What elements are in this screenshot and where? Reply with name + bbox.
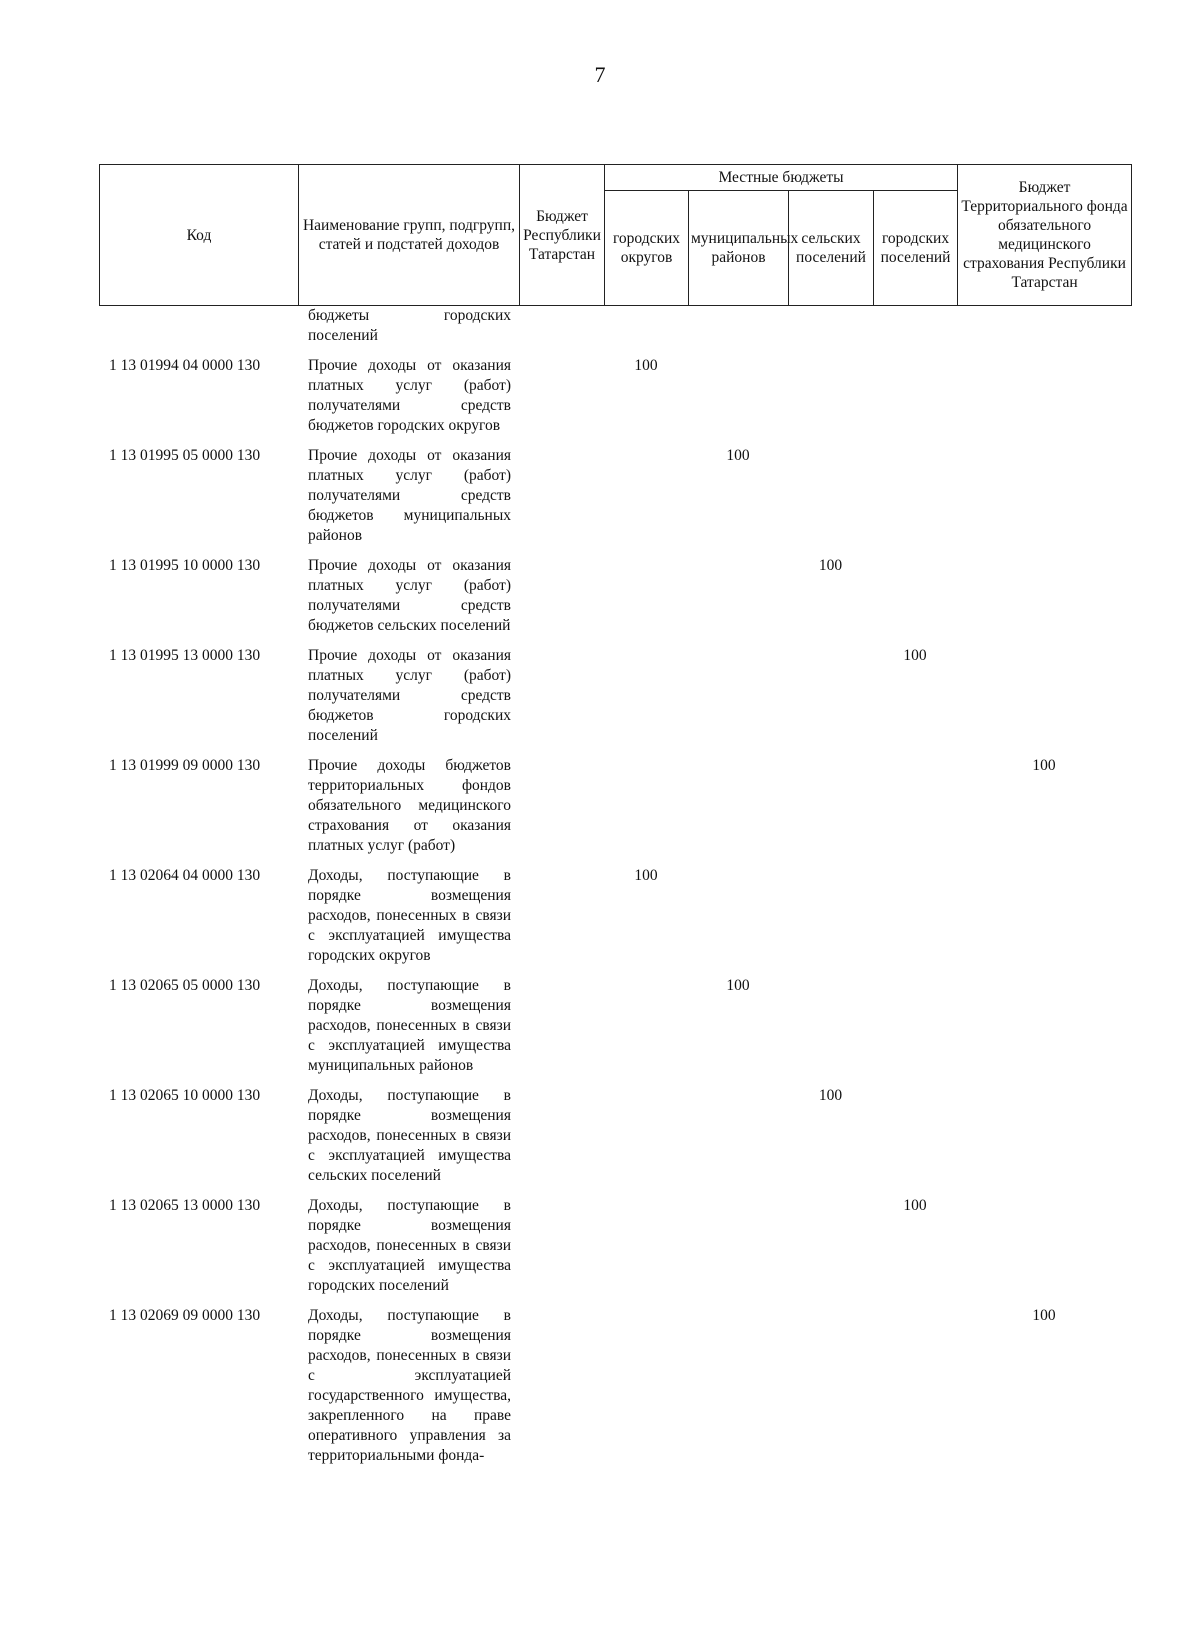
- cell-code: 1 13 02064 04 0000 130: [109, 867, 261, 884]
- cell-code: 1 13 01995 05 0000 130: [109, 447, 261, 464]
- cell-urban-settlements: 100: [903, 1197, 927, 1214]
- cell-rt-budget: [519, 976, 604, 1086]
- cell-city-districts: [604, 446, 688, 556]
- cell-urban-settlements: [873, 866, 957, 976]
- cell-municipal-districts: 100: [726, 977, 750, 994]
- cell-urban-settlements: [873, 756, 957, 866]
- cell-rt-budget: [519, 1086, 604, 1196]
- cell-city-districts: 100: [634, 357, 658, 374]
- cell-tfoms: [957, 446, 1131, 556]
- cell-city-districts: [604, 1086, 688, 1196]
- table-row: [99, 1196, 1131, 1306]
- continuation-text: бюджеты городских поселений: [308, 307, 511, 344]
- table-row: [99, 556, 1131, 646]
- cell-rt-budget: [519, 1196, 604, 1306]
- cell-name: Доходы, поступающие в порядке возмещения расходов, понесенных в связи с эксплуатацией государственного имущества, закрепленного на праве оперативного управления за территориальными фонда-: [308, 1307, 511, 1464]
- table-row: [99, 756, 1131, 866]
- header-urban-settlements: городских поселений: [874, 191, 958, 306]
- cell-municipal-districts: [688, 1306, 788, 1476]
- cell-municipal-districts: [688, 356, 788, 446]
- cell-rural-settlements: [788, 756, 873, 866]
- cell-rural-settlements: [788, 446, 873, 556]
- cell-code: 1 13 02065 05 0000 130: [109, 977, 261, 994]
- cell-code: 1 13 02069 09 0000 130: [109, 1307, 261, 1324]
- cell-rural-settlements: 100: [818, 557, 843, 574]
- cell-name: Доходы, поступающие в порядке возмещения расходов, понесенных в связи с эксплуатацией имущества сельских поселений: [308, 1087, 511, 1184]
- cell-tfoms: [957, 976, 1131, 1086]
- cell-urban-settlements: [873, 1306, 957, 1476]
- cell-tfoms: [957, 1086, 1131, 1196]
- table-row: [99, 1306, 1131, 1476]
- cell-rt-budget: [519, 756, 604, 866]
- cell-name: Доходы, поступающие в порядке возмещения расходов, понесенных в связи с эксплуатацией имущества городских округов: [308, 867, 511, 964]
- table-body: [99, 306, 1131, 1476]
- cell-urban-settlements: [873, 556, 957, 646]
- cell-urban-settlements: 100: [903, 647, 927, 664]
- header-rural-settlements: сельских поселений: [789, 191, 874, 306]
- cell-urban-settlements: [873, 1086, 957, 1196]
- table-row: [99, 446, 1131, 556]
- cell-rt-budget: [519, 446, 604, 556]
- cell-tfoms: [957, 1196, 1131, 1306]
- cell-urban-settlements: [873, 356, 957, 446]
- cell-name: Прочие доходы от оказания платных услуг (работ) получателями средств бюджетов муниципальных районов: [308, 447, 511, 544]
- page-number: 7: [594, 62, 606, 87]
- cell-urban-settlements: [873, 446, 957, 556]
- cell-municipal-districts: [688, 1196, 788, 1306]
- cell-code: 1 13 01995 13 0000 130: [109, 647, 261, 664]
- cell-rural-settlements: [788, 1306, 873, 1476]
- continuation-row: [99, 306, 1131, 356]
- table-row: [99, 356, 1131, 446]
- cell-name: Доходы, поступающие в порядке возмещения расходов, понесенных в связи с эксплуатацией имущества городских поселений: [308, 1197, 511, 1294]
- cell-municipal-districts: [688, 756, 788, 866]
- cell-city-districts: 100: [634, 867, 658, 884]
- cell-code: 1 13 01994 04 0000 130: [109, 357, 261, 374]
- table-row: [99, 1086, 1131, 1196]
- cell-name: Прочие доходы от оказания платных услуг (работ) получателями средств бюджетов городских поселений: [308, 647, 511, 744]
- header-rt-budget: Бюджет Республики Татарстан: [520, 165, 605, 306]
- header-municipal-districts: муниципальных районов: [689, 191, 789, 306]
- cell-city-districts: [604, 1306, 688, 1476]
- cell-code: 1 13 01999 09 0000 130: [109, 757, 261, 774]
- cell-municipal-districts: [688, 556, 788, 646]
- header-tfoms: Бюджет Территориального фонда обязательного медицинского страхования Республики Татарстан: [958, 165, 1132, 306]
- cell-name: Прочие доходы от оказания платных услуг (работ) получателями средств бюджетов городских округов: [308, 357, 511, 434]
- cell-rural-settlements: [788, 356, 873, 446]
- table-header: [99, 164, 1132, 306]
- table-row: [99, 976, 1131, 1086]
- cell-rt-budget: [519, 556, 604, 646]
- cell-municipal-districts: [688, 1086, 788, 1196]
- cell-rt-budget: [519, 1306, 604, 1476]
- cell-municipal-districts: 100: [726, 447, 750, 464]
- cell-rural-settlements: [788, 866, 873, 976]
- cell-rt-budget: [519, 356, 604, 446]
- cell-code: 1 13 02065 10 0000 130: [109, 1087, 261, 1104]
- cell-city-districts: [604, 646, 688, 756]
- header-local-budgets: Местные бюджеты: [605, 165, 958, 191]
- cell-municipal-districts: [688, 646, 788, 756]
- table-row: [99, 866, 1131, 976]
- cell-rural-settlements: [788, 646, 873, 756]
- cell-tfoms: 100: [1032, 757, 1056, 774]
- cell-tfoms: [957, 556, 1131, 646]
- cell-code: 1 13 02065 13 0000 130: [109, 1197, 261, 1214]
- cell-name: Доходы, поступающие в порядке возмещения расходов, понесенных в связи с эксплуатацией имущества муниципальных районов: [308, 977, 511, 1074]
- cell-city-districts: [604, 756, 688, 866]
- cell-name: Прочие доходы бюджетов территориальных фондов обязательного медицинского страхования от оказания платных услуг (работ): [308, 757, 511, 854]
- cell-city-districts: [604, 556, 688, 646]
- cell-tfoms: [957, 646, 1131, 756]
- table-row: [99, 646, 1131, 756]
- cell-tfoms: [957, 356, 1131, 446]
- cell-city-districts: [604, 1196, 688, 1306]
- cell-name: Прочие доходы от оказания платных услуг (работ) получателями средств бюджетов сельских поселений: [308, 557, 511, 634]
- header-city-districts: городских округов: [605, 191, 689, 306]
- cell-urban-settlements: [873, 976, 957, 1086]
- header-name: Наименование групп, подгрупп, статей и подстатей доходов: [299, 165, 520, 306]
- cell-rural-settlements: [788, 976, 873, 1086]
- cell-rt-budget: [519, 646, 604, 756]
- cell-code: 1 13 01995 10 0000 130: [109, 557, 261, 574]
- cell-tfoms: 100: [1032, 1307, 1056, 1324]
- cell-city-districts: [604, 976, 688, 1086]
- cell-rural-settlements: 100: [818, 1087, 843, 1104]
- header-code: Код: [100, 165, 299, 306]
- cell-rural-settlements: [788, 1196, 873, 1306]
- cell-rt-budget: [519, 866, 604, 976]
- cell-municipal-districts: [688, 866, 788, 976]
- cell-tfoms: [957, 866, 1131, 976]
